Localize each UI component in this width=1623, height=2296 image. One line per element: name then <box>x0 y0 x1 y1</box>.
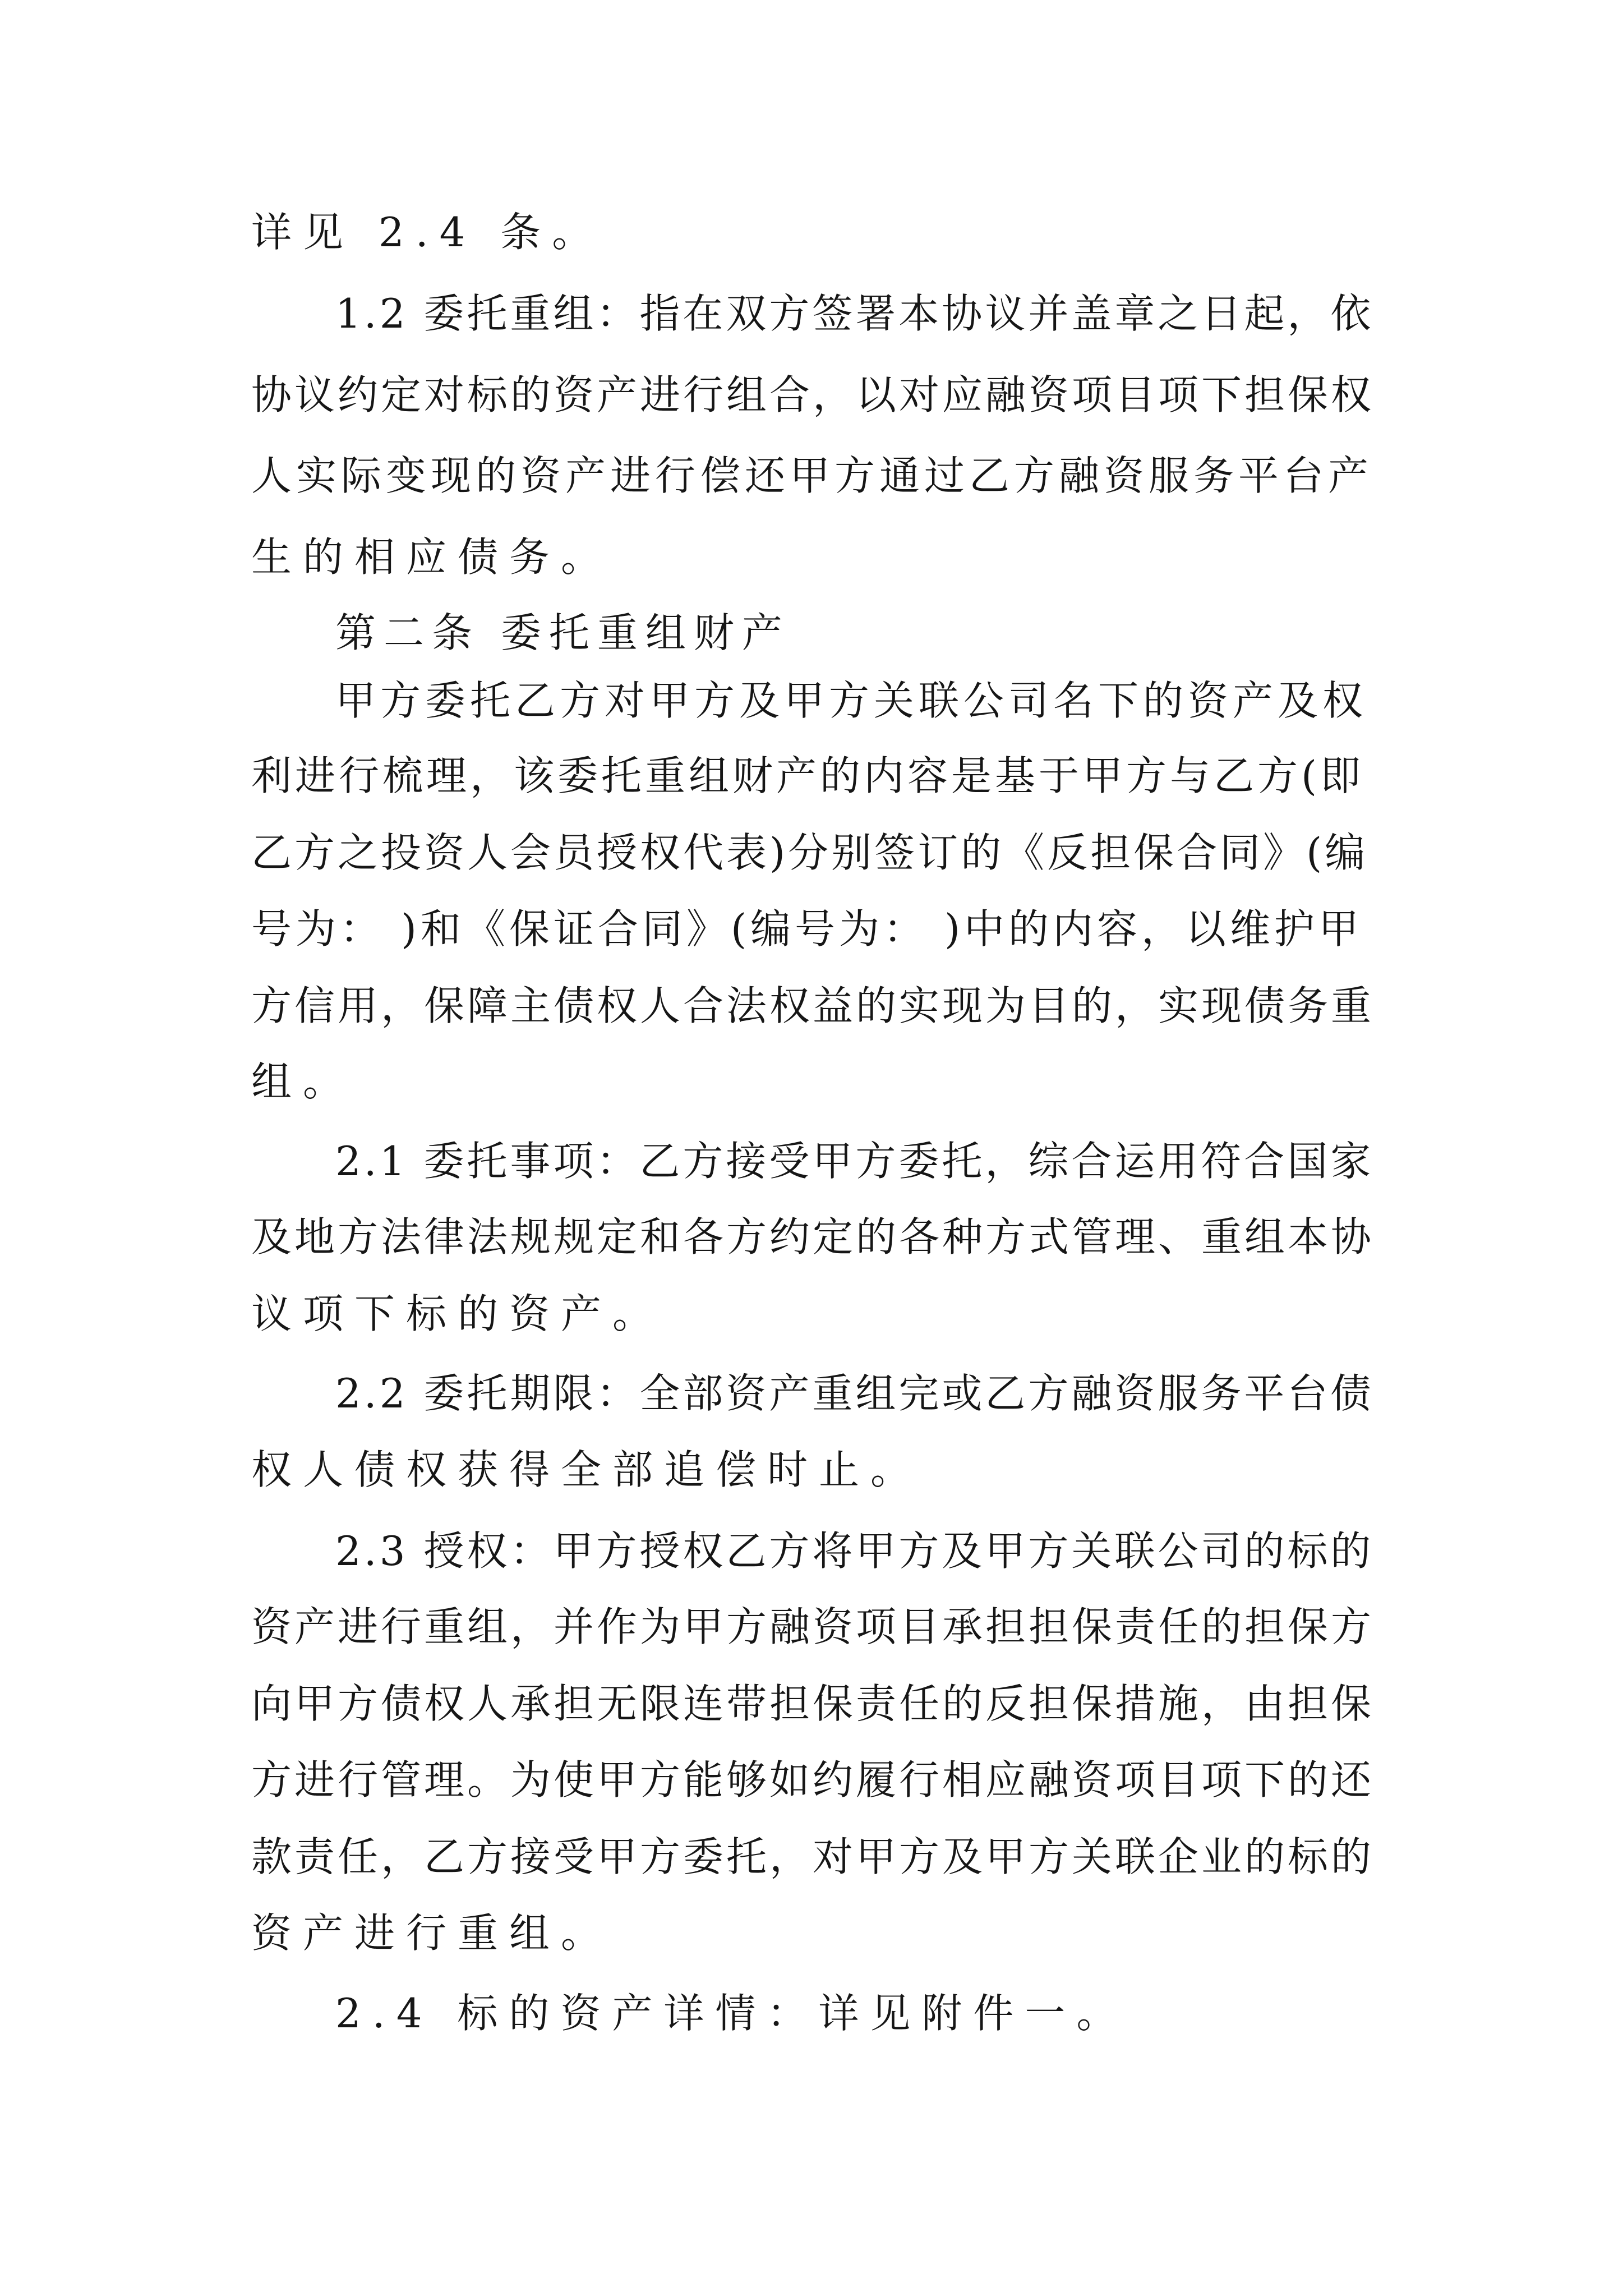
text-line: 向甲方债权人承担无限连带担保责任的反担保措施，由担保 <box>251 1680 1375 1727</box>
text-line: 及地方法律法规规定和各方约定的各种方式管理、重组本协 <box>251 1213 1375 1260</box>
text-line: 2.2 委托期限：全部资产重组完或乙方融资服务平台债 <box>335 1370 1374 1417</box>
text-line: 2.3 授权：甲方授权乙方将甲方及甲方关联公司的标的 <box>335 1527 1374 1575</box>
text-line: 议项下标的资产。 <box>251 1290 665 1337</box>
text-line: 权人债权获得全部追偿时止。 <box>251 1446 923 1493</box>
text-line: 1.2 委托重组：指在双方签署本协议并盖章之日起，依 <box>335 290 1374 337</box>
text-line: 人实际变现的资产进行偿还甲方通过乙方融资服务平台产 <box>251 452 1373 499</box>
text-line: 组。 <box>251 1058 355 1105</box>
text-line: 方进行管理。为使甲方能够如约履行相应融资项目项下的还 <box>251 1756 1375 1803</box>
text-line: 协议约定对标的资产进行组合，以对应融资项目项下担保权 <box>251 371 1375 418</box>
text-line: 款责任，乙方接受甲方委托，对甲方及甲方关联企业的标的 <box>251 1833 1375 1880</box>
text-line: 资产进行重组，并作为甲方融资项目承担担保责任的担保方 <box>251 1603 1375 1650</box>
text-line: 利进行梳理，该委托重组财产的内容是基于甲方与乙方(即 <box>251 752 1364 799</box>
text-line: 详见 2.4 条。 <box>251 209 604 256</box>
text-line: 2.1 委托事项：乙方接受甲方委托，综合运用符合国家 <box>335 1138 1374 1185</box>
text-line: 生的相应债务。 <box>251 533 613 581</box>
text-line: 号为： )和《保证合同》(编号为： )中的内容，以维护甲 <box>251 905 1363 953</box>
text-line: 2.4 标的资产详情：详见附件一。 <box>335 1990 1128 2037</box>
text-line: 甲方委托乙方对甲方及甲方关联公司名下的资产及权 <box>335 677 1368 724</box>
text-line: 方信用，保障主债权人合法权益的实现为目的，实现债务重 <box>251 982 1375 1029</box>
text-line: 资产进行重组。 <box>251 1910 613 1957</box>
section-heading: 第二条 委托重组财产 <box>335 609 790 656</box>
text-line: 乙方之投资人会员授权代表)分别签订的《反担保合同》(编 <box>251 829 1368 876</box>
